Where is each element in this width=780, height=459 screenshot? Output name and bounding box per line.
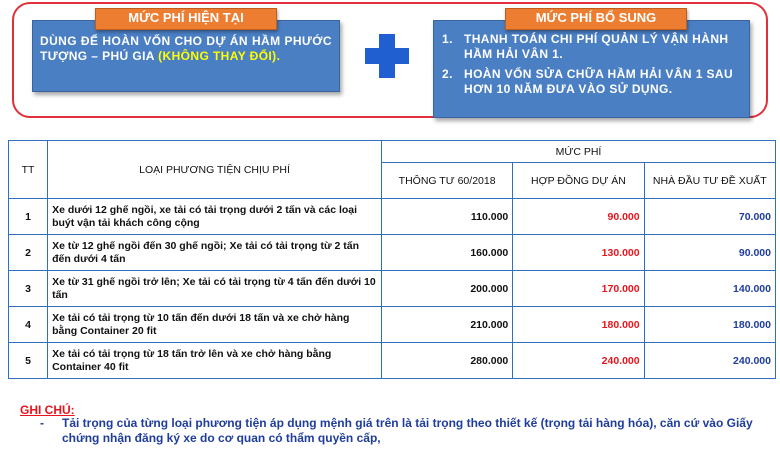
row-investor-fee: 90.000 [644, 235, 775, 271]
row-circular-fee: 210.000 [381, 307, 512, 343]
row-vehicle-type: Xe dưới 12 ghế ngồi, xe tải có tải trọng dưới 2 tấn và các loại buýt vận tải khách công cộng [48, 199, 382, 235]
additional-fee-item [442, 67, 742, 97]
row-vehicle-type: Xe từ 31 ghế ngồi trở lên; Xe tải có tải trọng từ 4 tấn đến dưới 10 tấn [48, 271, 382, 307]
row-contract-fee: 90.000 [513, 199, 644, 235]
row-circular-fee: 110.000 [381, 199, 512, 235]
row-circular-fee: 280.000 [381, 343, 512, 379]
note-bullet: - [40, 416, 44, 430]
row-contract-fee: 130.000 [513, 235, 644, 271]
row-tt: 5 [9, 343, 48, 379]
current-fee-tag: MỨC PHÍ HIỆN TẠI [95, 8, 277, 30]
current-fee-text [40, 34, 332, 64]
additional-fee-item [442, 32, 742, 62]
plus-icon [365, 34, 409, 78]
table-row [9, 307, 776, 343]
additional-fee-list [442, 32, 742, 102]
row-contract-fee: 240.000 [513, 343, 644, 379]
notes-title: GHI CHÚ: [20, 403, 75, 417]
row-vehicle-type: Xe từ 12 ghế ngồi đến 30 ghế ngồi; Xe tải có tải trọng từ 2 tấn đến dưới 4 tấn [48, 235, 382, 271]
row-tt: 1 [9, 199, 48, 235]
row-investor-fee: 140.000 [644, 271, 775, 307]
header-contract: HỢP ĐỒNG DỰ ÁN [513, 163, 644, 199]
additional-fee-item-number: 1. [442, 32, 453, 46]
row-vehicle-type: Xe tải có tải trọng từ 18 tấn trở lên và xe chở hàng bằng Container 40 fit [48, 343, 382, 379]
row-vehicle-type: Xe tải có tải trọng từ 10 tấn đến dưới 18 tấn và xe chở hàng bằng Container 20 fit [48, 307, 382, 343]
row-tt: 3 [9, 271, 48, 307]
table-header-row [9, 141, 776, 163]
header-fee: MỨC PHÍ [381, 141, 775, 163]
header-circular: THÔNG TƯ 60/2018 [381, 163, 512, 199]
row-investor-fee: 180.000 [644, 307, 775, 343]
current-fee-highlight: (KHÔNG THAY ĐỔI). [158, 49, 281, 63]
current-fee-description: DÙNG ĐỂ HOÀN VỐN CHO DỰ ÁN HẦM PHƯỚC TƯỢNG – PHÚ GIA [40, 34, 332, 63]
note-item [40, 416, 770, 446]
row-circular-fee: 200.000 [381, 271, 512, 307]
header-investor: NHÀ ĐẦU TƯ ĐỀ XUẤT [644, 163, 775, 199]
table-row [9, 235, 776, 271]
additional-fee-item-text: THANH TOÁN CHI PHÍ QUẢN LÝ VẬN HÀNH HẦM HẢI VÂN 1. [464, 32, 729, 61]
additional-fee-item-text: HOÀN VỐN SỬA CHỮA HẦM HẢI VÂN 1 SAU HƠN 10 NĂM ĐƯA VÀO SỬ DỤNG. [464, 67, 734, 96]
row-circular-fee: 160.000 [381, 235, 512, 271]
table-row [9, 271, 776, 307]
fee-table [8, 140, 776, 379]
additional-fee-tag: MỨC PHÍ BỔ SUNG [505, 8, 687, 30]
table-row [9, 343, 776, 379]
row-tt: 2 [9, 235, 48, 271]
note-text: Tải trọng của từng loại phương tiện áp dụng mệnh giá trên là tải trọng theo thiết kế (trọng tải hàng hóa), căn cứ vào Giấy chứng nhận đăng ký xe do cơ quan có thẩm quyền cấp, [62, 416, 753, 445]
table-row [9, 199, 776, 235]
header-vehicle-type: LOẠI PHƯƠNG TIỆN CHỊU PHÍ [48, 141, 382, 199]
row-contract-fee: 170.000 [513, 271, 644, 307]
row-contract-fee: 180.000 [513, 307, 644, 343]
row-investor-fee: 240.000 [644, 343, 775, 379]
additional-fee-item-number: 2. [442, 67, 453, 81]
row-investor-fee: 70.000 [644, 199, 775, 235]
row-tt: 4 [9, 307, 48, 343]
header-tt: TT [9, 141, 48, 199]
